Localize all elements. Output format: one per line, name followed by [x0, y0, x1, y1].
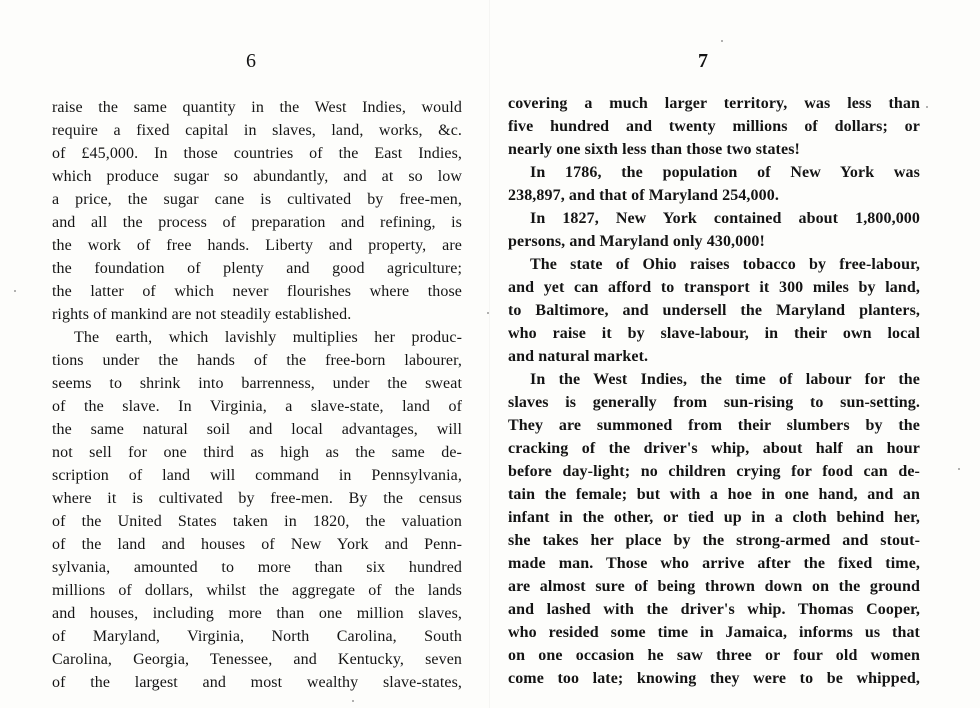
text-line: a price, the sugar cane is cultivated by free-men, — [52, 191, 462, 208]
paper-speck — [926, 106, 928, 108]
text-line: tions under the hands of the free-born labourer, — [52, 352, 462, 369]
right-page-text — [508, 92, 920, 690]
text-line: scription of land will command in Pennsylvania, — [52, 467, 462, 484]
text-line: the work of free hands. Liberty and property, are — [52, 237, 462, 254]
text-line: sylvania, amounted to more than six hundred — [52, 559, 462, 576]
text-line: of the largest and most wealthy slave-states, — [52, 674, 462, 691]
text-line: slaves is generally from sun-rising to sun-setting. — [508, 394, 920, 411]
right-page — [490, 0, 980, 708]
text-line: which produce sugar so abundantly, and at so low — [52, 168, 462, 185]
right-page-number: 7 — [698, 50, 708, 72]
text-line: In 1827, New York contained about 1,800,000 — [530, 210, 920, 227]
text-line: In 1786, the population of New York was — [530, 164, 920, 181]
text-line: of the United States taken in 1820, the valuation — [52, 513, 462, 530]
text-line: before day-light; no children crying for food can de- — [508, 463, 920, 480]
text-line: on one occasion he saw three or four old women — [508, 647, 920, 664]
paper-speck — [958, 468, 960, 470]
text-line: The earth, which lavishly multiplies her produc- — [74, 329, 462, 346]
text-line: raise the same quantity in the West Indies, would — [52, 99, 462, 116]
text-line: infant in the other, or tied up in a cloth behind her, — [508, 509, 920, 526]
text-line: and natural market. — [508, 348, 649, 365]
text-line: the same natural soil and local advantages, will — [52, 421, 462, 438]
text-line: five hundred and twenty millions of dollars; or — [508, 118, 920, 135]
text-line: seems to shrink into barrenness, under the sweat — [52, 375, 462, 392]
paper-speck — [487, 312, 489, 314]
text-line: tain the female; but with a hoe in one hand, and an — [508, 486, 920, 503]
text-line: who raise it by slave-labour, in their own local — [508, 325, 920, 342]
text-line: of Maryland, Virginia, North Carolina, South — [52, 628, 462, 645]
text-line: The state of Ohio raises tobacco by free-labour, — [530, 256, 920, 273]
text-line: persons, and Maryland only 430,000! — [508, 233, 765, 250]
text-line: and lashed with the driver's whip. Thomas Cooper, — [508, 601, 920, 618]
text-line: nearly one sixth less than those two states! — [508, 141, 800, 158]
text-line: not sell for one third as high as the same de- — [52, 444, 462, 461]
text-line: and yet can afford to transport it 300 miles by land, — [508, 279, 920, 296]
text-line: In the West Indies, the time of labour for the — [530, 371, 920, 388]
text-line: Carolina, Georgia, Tenessee, and Kentucky, seven — [52, 651, 462, 668]
text-line: of the slave. In Virginia, a slave-state, land of — [52, 398, 462, 415]
left-page-text — [52, 96, 462, 694]
text-line: covering a much larger territory, was less than — [508, 95, 920, 112]
text-line: They are summoned from their slumbers by the — [508, 417, 920, 434]
text-line: and all the process of preparation and refining, is — [52, 214, 462, 231]
text-line: 238,897, and that of Maryland 254,000. — [508, 187, 779, 204]
text-line: of £45,000. In those countries of the East Indies, — [52, 145, 462, 162]
text-line: where it is cultivated by free-men. By the census — [52, 490, 462, 507]
text-line: of the land and houses of New York and Penn- — [52, 536, 462, 553]
text-line: and houses, including more than one million slaves, — [52, 605, 462, 622]
text-line: are almost sure of being thrown down on the ground — [508, 578, 920, 595]
paper-speck — [14, 290, 16, 292]
text-line: millions of dollars, whilst the aggregate of the lands — [52, 582, 462, 599]
paper-speck — [721, 40, 723, 42]
left-page-number: 6 — [246, 50, 256, 72]
text-line: who resided some time in Jamaica, informs us that — [508, 624, 920, 641]
text-line: made man. Those who arrive after the fixed time, — [508, 555, 920, 572]
text-line: require a fixed capital in slaves, land, works, &c. — [52, 122, 462, 139]
text-line: rights of mankind are not steadily established. — [52, 306, 352, 323]
text-line: the latter of which never flourishes where those — [52, 283, 462, 300]
text-line: to Baltimore, and undersell the Maryland planters, — [508, 302, 920, 319]
text-line: she takes her place by the strong-armed and stout- — [508, 532, 920, 549]
paper-speck — [352, 700, 354, 702]
text-line: come too late; knowing they were to be whipped, — [508, 670, 920, 687]
text-line: cracking of the driver's whip, about half an hour — [508, 440, 920, 457]
text-line: the foundation of plenty and good agriculture; — [52, 260, 462, 277]
